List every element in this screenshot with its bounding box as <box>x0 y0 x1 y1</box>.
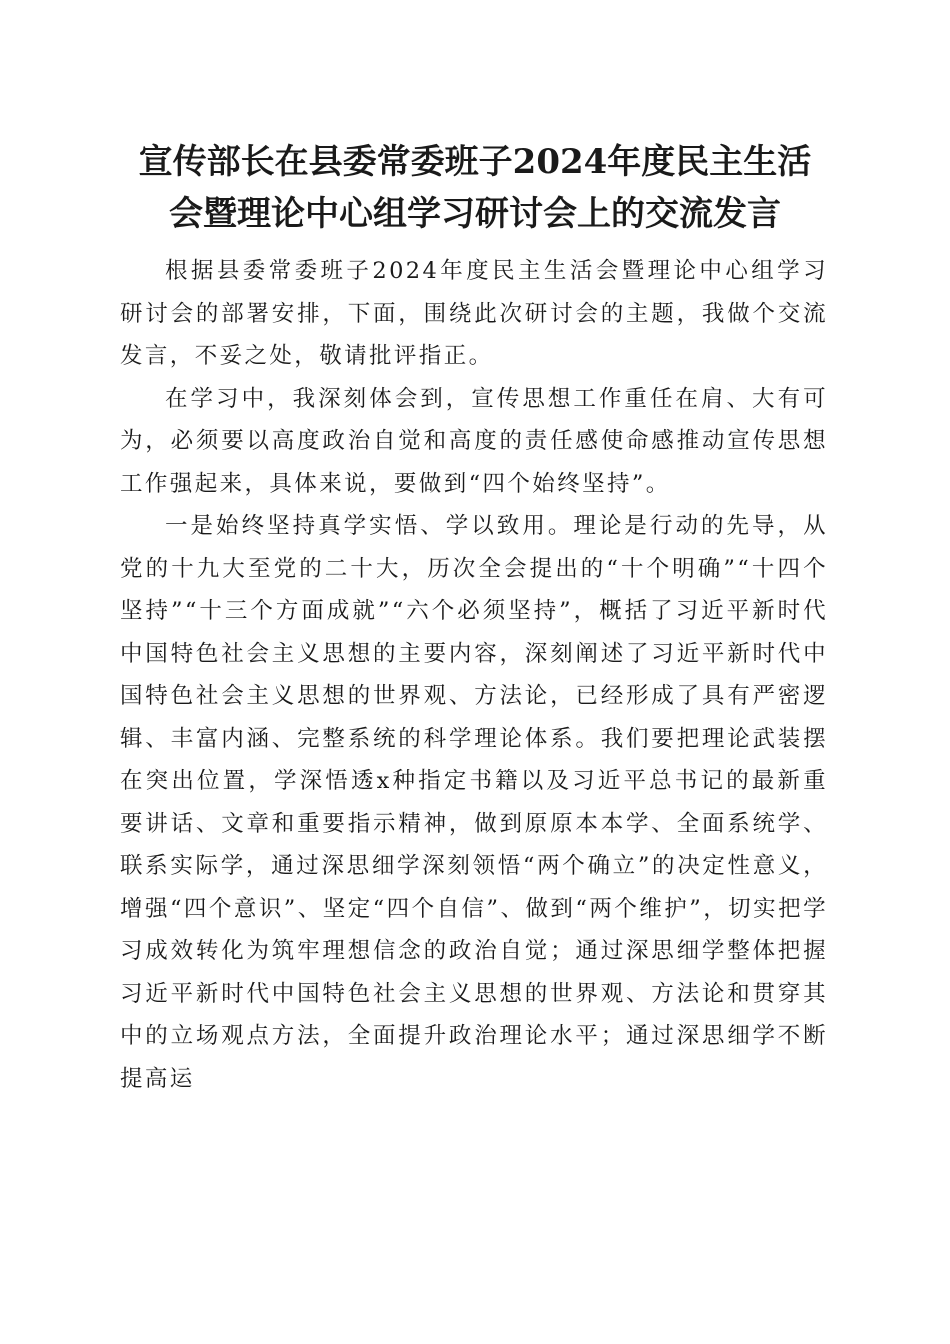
paragraph-intro <box>120 250 828 378</box>
title-line-1: 宣传部长在县委常委班子2024年度民主生活 <box>138 142 812 182</box>
paragraph-text: 理论是行动的先导，从党的十九大至党的二十大，历次全会提出的“十个明确”“十四个坚持”“十三个方面成就”“六个必须坚持”，概括了习近平新时代中国特色社会主义思想的主要内容，深刻阐述了习近平新时代中国特色社会主义思想的世界观、方法论，已经形成了具有严密逻辑、丰富内涵、完整系统的科学理论体系。我们要把理论武装摆在突出位置，学深悟透x种指定书籍以及习近平总书记的最新重要讲话、文章和重要指示精神，做到原原本本学、全面系统学、联系实际学，通过深思细学深刻领悟“两个确立”的决定性意义，增强“四个意识”、坚定“四个自信”、做到“两个维护”，切实把学习成效转化为筑牢理想信念的政治自觉；通过深思细学整体把握习近平新时代中国特色社会主义思想的世界观、方法论和贯穿其中的立场观点方法，全面提升政治理论水平；通过深思细学不断提高运 <box>120 513 828 1092</box>
document-title <box>100 136 850 240</box>
title-line-2: 会暨理论中心组学习研讨会上的交流发言 <box>169 194 781 234</box>
document-body <box>120 250 828 1100</box>
paragraph-insight <box>120 378 828 506</box>
paragraph-point-one <box>120 505 828 1100</box>
paragraph-text: 根据县委常委班子2024年度民主生活会暨理论中心组学习研讨会的部署安排，下面，围绕此次研讨会的主题，我做个交流发言，不妥之处，敬请批评指正。 <box>120 258 828 369</box>
paragraph-lead: 一是始终坚持真学实悟、学以致用。 <box>165 513 574 539</box>
paragraph-text: 在学习中，我深刻体会到，宣传思想工作重任在肩、大有可为，必须要以高度政治自觉和高度的责任感使命感推动宣传思想工作强起来，具体来说，要做到“四个始终坚持”。 <box>120 385 828 497</box>
